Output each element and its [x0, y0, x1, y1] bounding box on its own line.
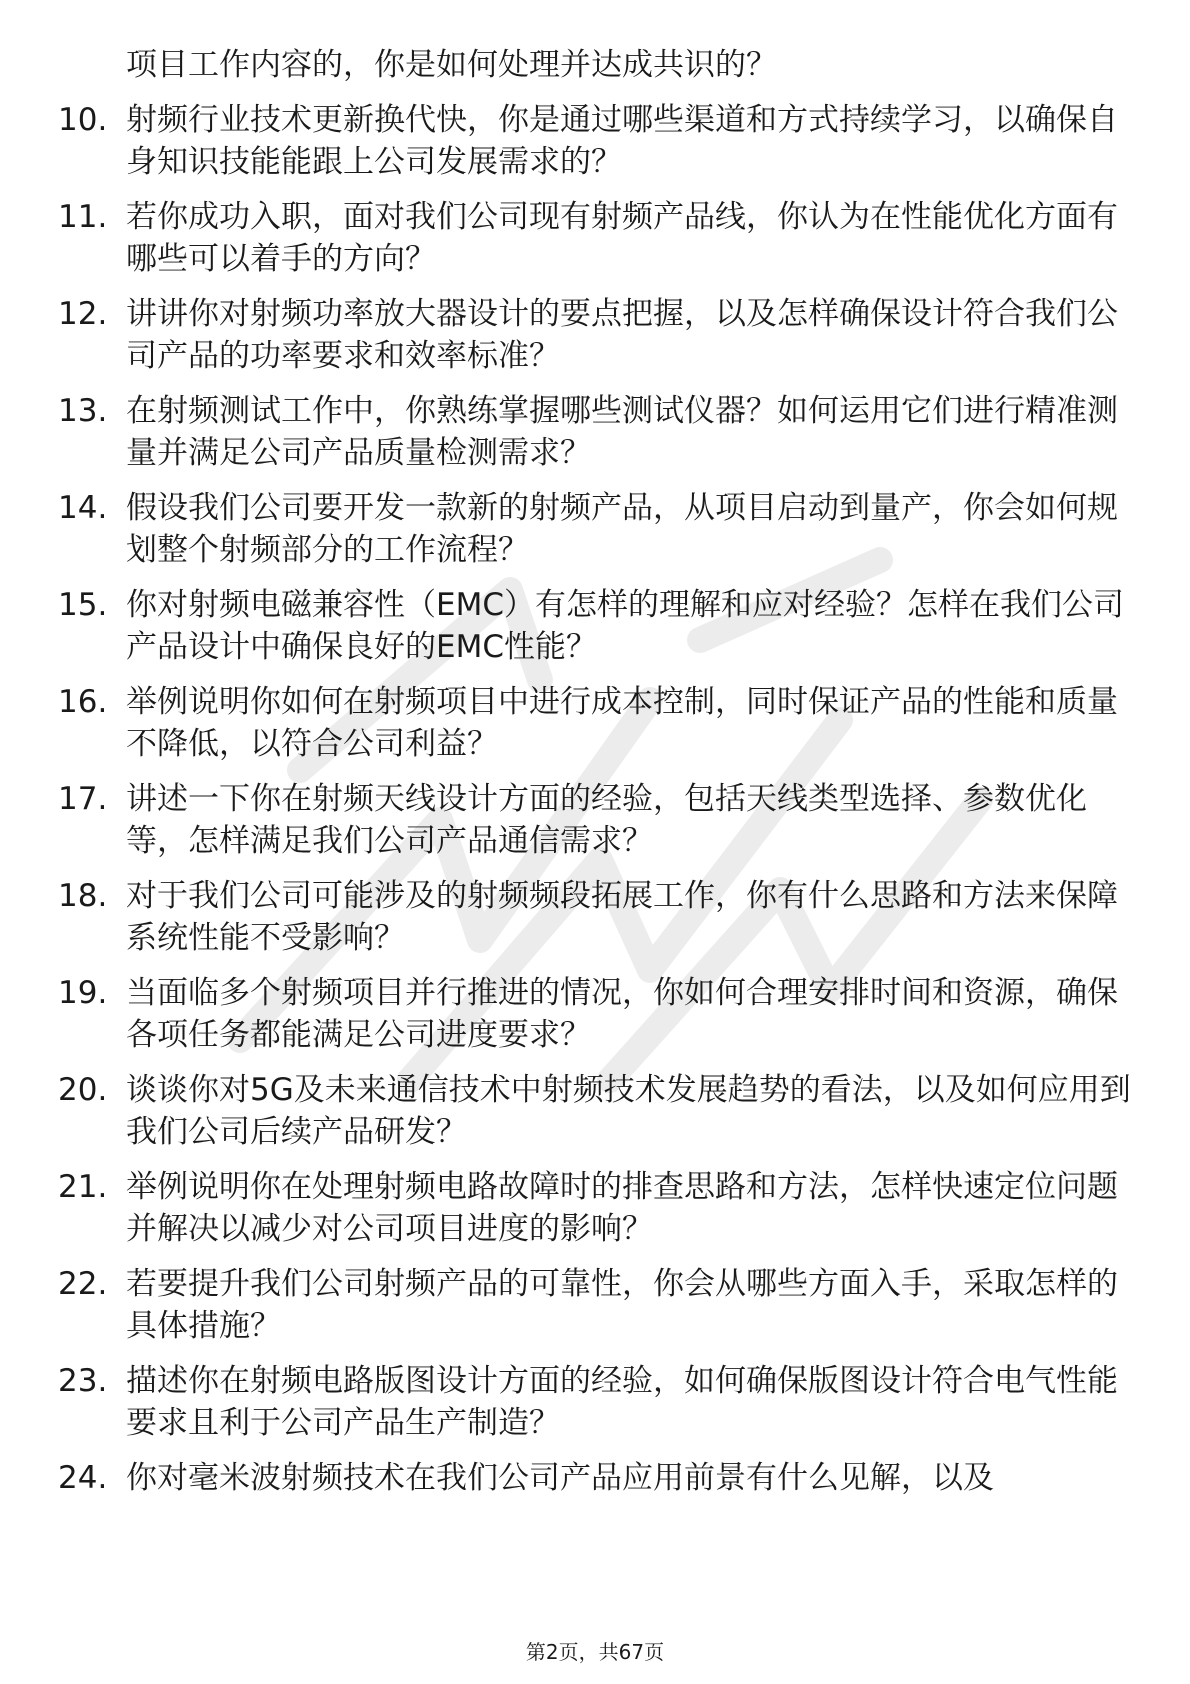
question-number: 14. — [58, 490, 108, 526]
question-item — [58, 1166, 1138, 1250]
question-item — [58, 875, 1138, 959]
question-item — [58, 681, 1138, 765]
question-number: 23. — [58, 1363, 108, 1399]
question-text: 谈谈你对5G及未来通信技术中射频技术发展趋势的看法，以及如何应用到我们公司后续产品研发？ — [126, 1072, 1131, 1150]
question-text: 举例说明你如何在射频项目中进行成本控制，同时保证产品的性能和质量不降低，以符合公司利益？ — [126, 684, 1118, 762]
question-number: 24. — [58, 1460, 108, 1496]
question-item — [58, 584, 1138, 668]
question-text: 假设我们公司要开发一款新的射频产品，从项目启动到量产，你会如何规划整个射频部分的工作流程？ — [126, 490, 1118, 568]
question-text: 举例说明你在处理射频电路故障时的排查思路和方法，怎样快速定位问题并解决以减少对公司项目进度的影响？ — [126, 1169, 1118, 1247]
question-text: 你对毫米波射频技术在我们公司产品应用前景有什么见解，以及 — [126, 1460, 994, 1496]
question-text: 若要提升我们公司射频产品的可靠性，你会从哪些方面入手，采取怎样的具体措施？ — [126, 1266, 1118, 1344]
question-text: 你对射频电磁兼容性（EMC）有怎样的理解和应对经验？怎样在我们公司产品设计中确保良好的EMC性能？ — [126, 587, 1124, 665]
question-item — [58, 293, 1138, 377]
question-number: 21. — [58, 1169, 108, 1205]
question-text: 当面临多个射频项目并行推进的情况，你如何合理安排时间和资源，确保各项任务都能满足公司进度要求？ — [126, 975, 1118, 1053]
question-number: 13. — [58, 393, 108, 429]
question-text: 若你成功入职，面对我们公司现有射频产品线，你认为在性能优化方面有哪些可以着手的方向？ — [126, 199, 1118, 277]
question-item — [58, 487, 1138, 571]
question-text: 讲述一下你在射频天线设计方面的经验，包括天线类型选择、参数优化等，怎样满足我们公司产品通信需求？ — [126, 781, 1087, 859]
page-indicator: 第2页，共67页 — [525, 1640, 665, 1664]
question-item — [58, 99, 1138, 183]
continuation-text: 项目工作内容的，你是如何处理并达成共识的？ — [126, 47, 777, 83]
question-number: 10. — [58, 102, 108, 138]
question-number: 22. — [58, 1266, 108, 1302]
question-number: 18. — [58, 878, 108, 914]
question-number: 15. — [58, 587, 108, 623]
question-item — [58, 778, 1138, 862]
question-item — [58, 1457, 1138, 1499]
question-text: 在射频测试工作中，你熟练掌握哪些测试仪器？如何运用它们进行精准测量并满足公司产品质量检测需求？ — [126, 393, 1118, 471]
question-number: 19. — [58, 975, 108, 1011]
question-item — [58, 1263, 1138, 1347]
question-item — [58, 972, 1138, 1056]
question-text: 对于我们公司可能涉及的射频频段拓展工作，你有什么思路和方法来保障系统性能不受影响？ — [126, 878, 1118, 956]
question-item — [58, 196, 1138, 280]
question-item — [58, 390, 1138, 474]
question-number: 17. — [58, 781, 108, 817]
question-number: 20. — [58, 1072, 108, 1108]
question-text: 讲讲你对射频功率放大器设计的要点把握，以及怎样确保设计符合我们公司产品的功率要求和效率标准？ — [126, 296, 1118, 374]
question-number: 12. — [58, 296, 108, 332]
question-text: 描述你在射频电路版图设计方面的经验，如何确保版图设计符合电气性能要求且利于公司产品生产制造？ — [126, 1363, 1118, 1441]
question-item — [58, 1360, 1138, 1444]
question-item — [58, 1069, 1138, 1153]
question-text: 射频行业技术更新换代快，你是通过哪些渠道和方式持续学习，以确保自身知识技能能跟上公司发展需求的？ — [126, 102, 1118, 180]
question-number: 16. — [58, 684, 108, 720]
question-list — [58, 44, 1138, 1499]
question-number: 11. — [58, 199, 108, 235]
